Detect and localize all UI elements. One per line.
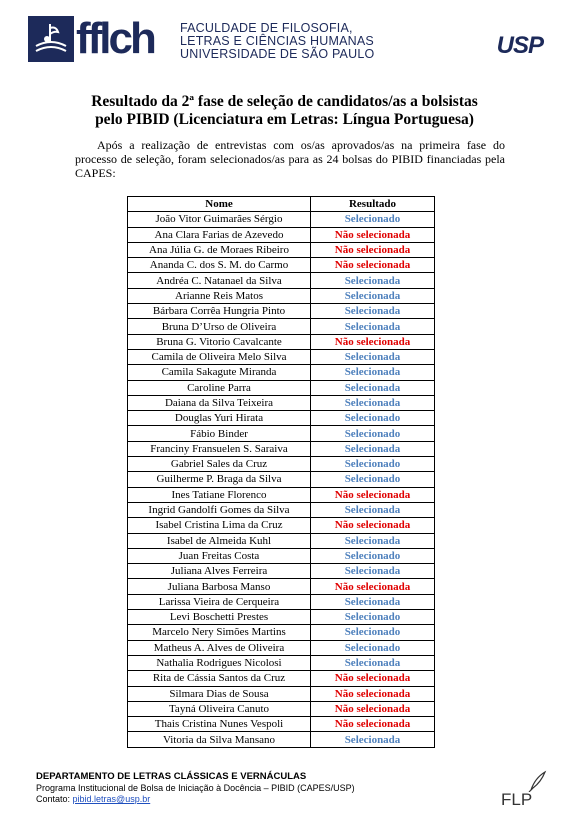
table-row (128, 426, 435, 441)
table-row (128, 304, 435, 319)
result-status: Não selecionada (311, 518, 435, 533)
table-row (128, 564, 435, 579)
flp-wordmark: FLP (501, 790, 533, 809)
candidate-name: Ana Júlia G. de Moraes Ribeiro (128, 242, 311, 257)
intro-paragraph: Após a realização de entrevistas com os/as aprovados/as na primeira fase do processo de seleção, foram selecionados/as para as 24 bolsas do PIBID financiadas pela CAPES: (75, 138, 505, 180)
table-row (128, 380, 435, 395)
candidate-name: Guilherme P. Braga da Silva (128, 472, 311, 487)
contact-line (36, 794, 355, 806)
table-row (128, 319, 435, 334)
table-row (128, 594, 435, 609)
result-status: Selecionado (311, 212, 435, 227)
candidate-name: Silmara Dias de Sousa (128, 686, 311, 701)
table-row (128, 411, 435, 426)
candidate-name: Caroline Parra (128, 380, 311, 395)
candidate-name: Camila Sakagute Miranda (128, 365, 311, 380)
candidate-name: Ananda C. dos S. M. do Carmo (128, 258, 311, 273)
table-row (128, 548, 435, 563)
table-row (128, 227, 435, 242)
candidate-name: João Vitor Guimarães Sérgio (128, 212, 311, 227)
candidate-name: Douglas Yuri Hirata (128, 411, 311, 426)
candidate-name: Juliana Barbosa Manso (128, 579, 311, 594)
title-line-2: pelo PIBID (Licenciatura em Letras: Língua Portuguesa) (95, 111, 474, 128)
header-result: Resultado (311, 197, 435, 212)
faculty-line-2: LETRAS E CIÊNCIAS HUMANAS (180, 34, 374, 48)
header-name: Nome (128, 197, 311, 212)
table-row (128, 671, 435, 686)
table-header-row (128, 197, 435, 212)
table-row (128, 288, 435, 303)
result-status: Selecionado (311, 426, 435, 441)
table-row (128, 457, 435, 472)
candidate-name: Marcelo Nery Simões Martins (128, 625, 311, 640)
result-status: Selecionada (311, 564, 435, 579)
page-footer (36, 771, 355, 806)
table-row (128, 472, 435, 487)
result-status: Selecionado (311, 640, 435, 655)
table-row (128, 212, 435, 227)
result-status: Selecionada (311, 655, 435, 670)
candidate-name: Andréa C. Natanael da Silva (128, 273, 311, 288)
result-status: Selecionada (311, 349, 435, 364)
candidate-name: Daiana da Silva Teixeira (128, 395, 311, 410)
candidate-name: Juan Freitas Costa (128, 548, 311, 563)
candidate-name: Bruna D’Urso de Oliveira (128, 319, 311, 334)
candidate-name: Ines Tatiane Florenco (128, 487, 311, 502)
candidate-name: Gabriel Sales da Cruz (128, 457, 311, 472)
table-row (128, 258, 435, 273)
result-status: Selecionado (311, 610, 435, 625)
table-row (128, 625, 435, 640)
result-status: Não selecionada (311, 717, 435, 732)
document-title (0, 93, 569, 129)
result-status: Selecionada (311, 319, 435, 334)
table-row (128, 502, 435, 517)
table-row (128, 395, 435, 410)
result-status: Não selecionada (311, 487, 435, 502)
table-row (128, 273, 435, 288)
result-status: Selecionada (311, 502, 435, 517)
table-row (128, 487, 435, 502)
table-row (128, 732, 435, 747)
result-status: Não selecionada (311, 671, 435, 686)
result-status: Não selecionada (311, 686, 435, 701)
results-table (127, 196, 435, 748)
candidate-name: Arianne Reis Matos (128, 288, 311, 303)
result-status: Selecionada (311, 395, 435, 410)
result-status: Selecionada (311, 273, 435, 288)
table-row (128, 610, 435, 625)
candidate-name: Rita de Cássia Santos da Cruz (128, 671, 311, 686)
result-status: Selecionada (311, 380, 435, 395)
result-status: Não selecionada (311, 334, 435, 349)
table-row (128, 349, 435, 364)
result-status: Selecionado (311, 548, 435, 563)
contact-email-link[interactable]: pibid.letras@usp.br (72, 794, 151, 804)
candidate-name: Thais Cristina Nunes Vespoli (128, 717, 311, 732)
contact-label: Contato: (36, 794, 73, 804)
result-status: Não selecionada (311, 227, 435, 242)
result-status: Não selecionada (311, 579, 435, 594)
candidate-name: Isabel de Almeida Kuhl (128, 533, 311, 548)
table-row (128, 686, 435, 701)
results-body (128, 212, 435, 747)
faculty-line-1: FACULDADE DE FILOSOFIA, (180, 21, 353, 35)
table-row (128, 717, 435, 732)
result-status: Selecionada (311, 594, 435, 609)
result-status: Selecionada (311, 365, 435, 380)
candidate-name: Levi Boschetti Prestes (128, 610, 311, 625)
candidate-name: Tayná Oliveira Canuto (128, 701, 311, 716)
table-row (128, 655, 435, 670)
result-status: Selecionada (311, 304, 435, 319)
title-line-1: Resultado da 2ª fase de seleção de candidatos/as a bolsistas (91, 93, 478, 110)
program-name: Programa Institucional de Bolsa de Iniciação à Docência – PIBID (CAPES/USP) (36, 782, 355, 793)
table-row (128, 640, 435, 655)
candidate-name: Camila de Oliveira Melo Silva (128, 349, 311, 364)
quill-icon (501, 770, 547, 792)
result-status: Selecionada (311, 441, 435, 456)
result-status: Selecionada (311, 533, 435, 548)
result-status: Selecionada (311, 732, 435, 747)
fflch-emblem-icon (28, 16, 74, 62)
department-name: DEPARTAMENTO DE LETRAS CLÁSSICAS E VERNÁCULAS (36, 771, 307, 782)
faculty-line-3: UNIVERSIDADE DE SÃO PAULO (180, 47, 375, 61)
candidate-name: Ingrid Gandolfi Gomes da Silva (128, 502, 311, 517)
result-status: Não selecionada (311, 258, 435, 273)
candidate-name: Bárbara Corrêa Hungria Pinto (128, 304, 311, 319)
candidate-name: Juliana Alves Ferreira (128, 564, 311, 579)
table-row (128, 579, 435, 594)
table-row (128, 533, 435, 548)
fflch-wordmark: fflch (76, 14, 154, 63)
table-row (128, 334, 435, 349)
result-status: Não selecionada (311, 242, 435, 257)
table-row (128, 701, 435, 716)
result-status: Selecionado (311, 411, 435, 426)
table-row (128, 365, 435, 380)
candidate-name: Isabel Cristina Lima da Cruz (128, 518, 311, 533)
result-status: Selecionado (311, 457, 435, 472)
candidate-name: Fábio Binder (128, 426, 311, 441)
result-status: Não selecionada (311, 701, 435, 716)
result-status: Selecionado (311, 625, 435, 640)
candidate-name: Nathalia Rodrigues Nicolosi (128, 655, 311, 670)
candidate-name: Vitoria da Silva Mansano (128, 732, 311, 747)
table-row (128, 518, 435, 533)
candidate-name: Bruna G. Vitorio Cavalcante (128, 334, 311, 349)
flp-logo (501, 770, 547, 810)
faculty-name (180, 22, 374, 61)
candidate-name: Matheus A. Alves de Oliveira (128, 640, 311, 655)
candidate-name: Ana Clara Farias de Azevedo (128, 227, 311, 242)
result-status: Selecionada (311, 288, 435, 303)
table-row (128, 242, 435, 257)
result-status: Selecionado (311, 472, 435, 487)
table-row (128, 441, 435, 456)
usp-logo: USP (496, 32, 543, 59)
candidate-name: Larissa Vieira de Cerqueira (128, 594, 311, 609)
page-header (28, 12, 548, 70)
candidate-name: Franciny Fransuelen S. Saraiva (128, 441, 311, 456)
